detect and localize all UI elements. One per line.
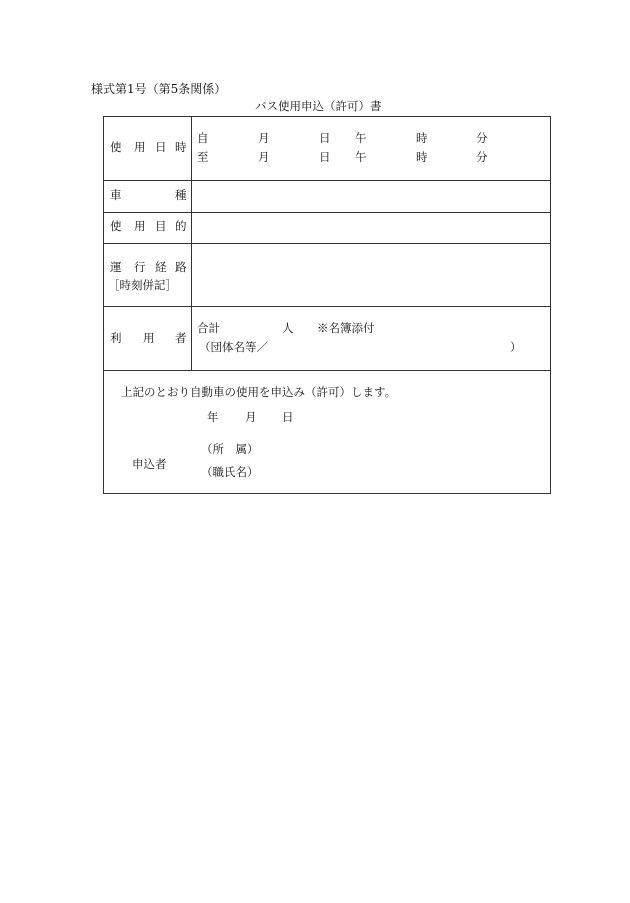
purpose-field[interactable]	[192, 213, 550, 243]
group-name-close: ）	[510, 340, 522, 354]
row-divider	[104, 306, 550, 307]
form-title: バス使用申込（許可）書	[255, 99, 382, 113]
roster-note: ※名簿添付	[317, 321, 375, 335]
route-field[interactable]	[192, 244, 550, 306]
form-number: 様式第1号（第5条関係）	[91, 82, 227, 96]
vehicle-field[interactable]	[192, 181, 550, 212]
application-form: 使 用 日 時 自 月 日 午 時 分 至 月 日 午 時 分 車 種 使 用 目 的 運 行 経 路 ［時刻併記］ 利 用 者 合計 人 ※名簿添付 （団体名等／ ） 上記のとおり自動車の使用を申込み（許可）します。 年 月 日 申込者 （所 属） （職氏名）	[103, 116, 551, 494]
applicant-label: 申込者	[132, 457, 167, 471]
group-name-open: （団体名等／	[199, 340, 268, 354]
statement-text: 上記のとおり自動車の使用を申込み（許可）します。	[121, 385, 397, 399]
affiliation-field[interactable]: （所 属）	[201, 442, 259, 456]
name-field[interactable]: （職氏名）	[201, 465, 259, 479]
row-divider	[104, 370, 550, 371]
person-unit: 人	[282, 321, 294, 335]
total-label: 合計	[197, 321, 220, 335]
route-sublabel: ［時刻併記］	[108, 278, 177, 292]
